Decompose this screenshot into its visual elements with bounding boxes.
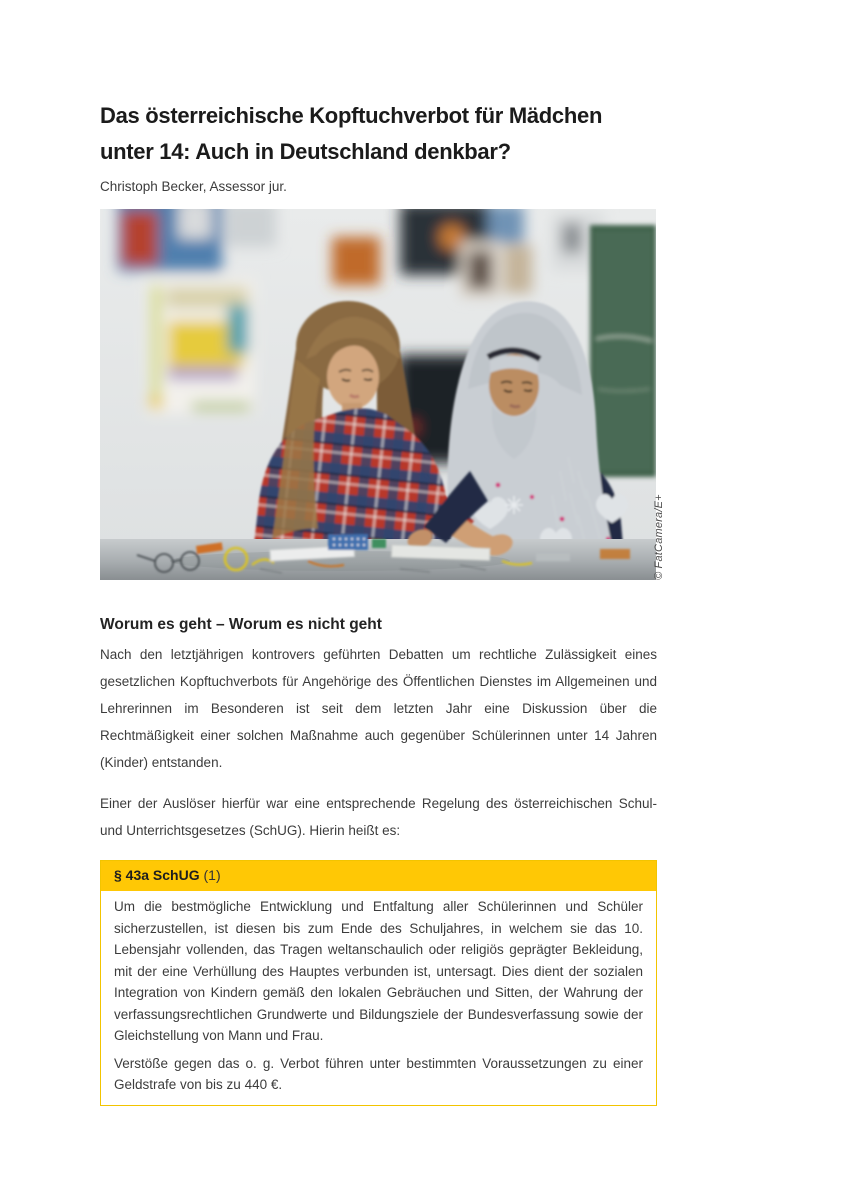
article-title: Das österreichische Kopftuchverbot für Mädchen unter 14: Auch in Deutschland denkbar? — [100, 103, 603, 164]
law-box-body — [101, 891, 656, 1105]
law-quote-box — [100, 860, 657, 1106]
law-box-title-paragraph-number: (1) — [199, 867, 221, 883]
law-paragraph-2: Verstöße gegen das o. g. Verbot führen unter bestimmten Voraussetzungen zu einer Geldstrafe von bis zu 440 €. — [114, 1055, 643, 1092]
article-content-column — [100, 0, 665, 1106]
author-line: Christoph Becker, Assessor jur. — [100, 179, 287, 194]
law-box-title: § 43a SchUG — [114, 867, 200, 883]
law-box-header — [101, 861, 656, 891]
body-paragraph-2: Einer der Auslöser hierfür war eine entsprechende Regelung des österreichischen Schul- und Unterrichtsgesetzes (SchUG). Hierin heißt es: — [100, 796, 657, 838]
article-photo — [100, 209, 665, 580]
classroom-photo-illustration — [100, 209, 656, 580]
law-paragraph-1: Um die bestmögliche Entwicklung und Entfaltung aller Schülerinnen und Schüler sicherzustellen, ist diesen bis zum Ende des Schuljahres, in welchem sie das 10. Lebensjahr vollenden, das Tragen weltanschaulich oder religiös geprägter Bekleidung, mit der eine Verhüllung des Hauptes verbunden ist, untersagt. Dies dient der sozialen Integration von Kindern gemäß den lokalen Gebräuchen und Sitten, der Wahrung der verfassungsrechtlichen Grundwerte und Bildungsziele der Bundesverfassung sowie der Gleichstellung von Mann und Frau. — [114, 899, 643, 1043]
body-paragraph-1: Nach den letztjährigen kontrovers geführten Debatten um rechtliche Zulässigkeit eines gesetzlichen Kopftuchverbots für Angehörige des Öffentlichen Dienstes im Allgemeinen und Lehrerinnen im Besonderen ist seit dem letzten Jahr eine Diskussion über die Rechtmäßigkeit einer solchen Maßnahme auch gegenüber Schülerinnen unter 14 Jahren (Kinder) entstanden. — [100, 647, 657, 770]
photo-credit: © FatCamera/E+ — [653, 494, 665, 580]
section-heading: Worum es geht – Worum es nicht geht — [100, 616, 382, 633]
